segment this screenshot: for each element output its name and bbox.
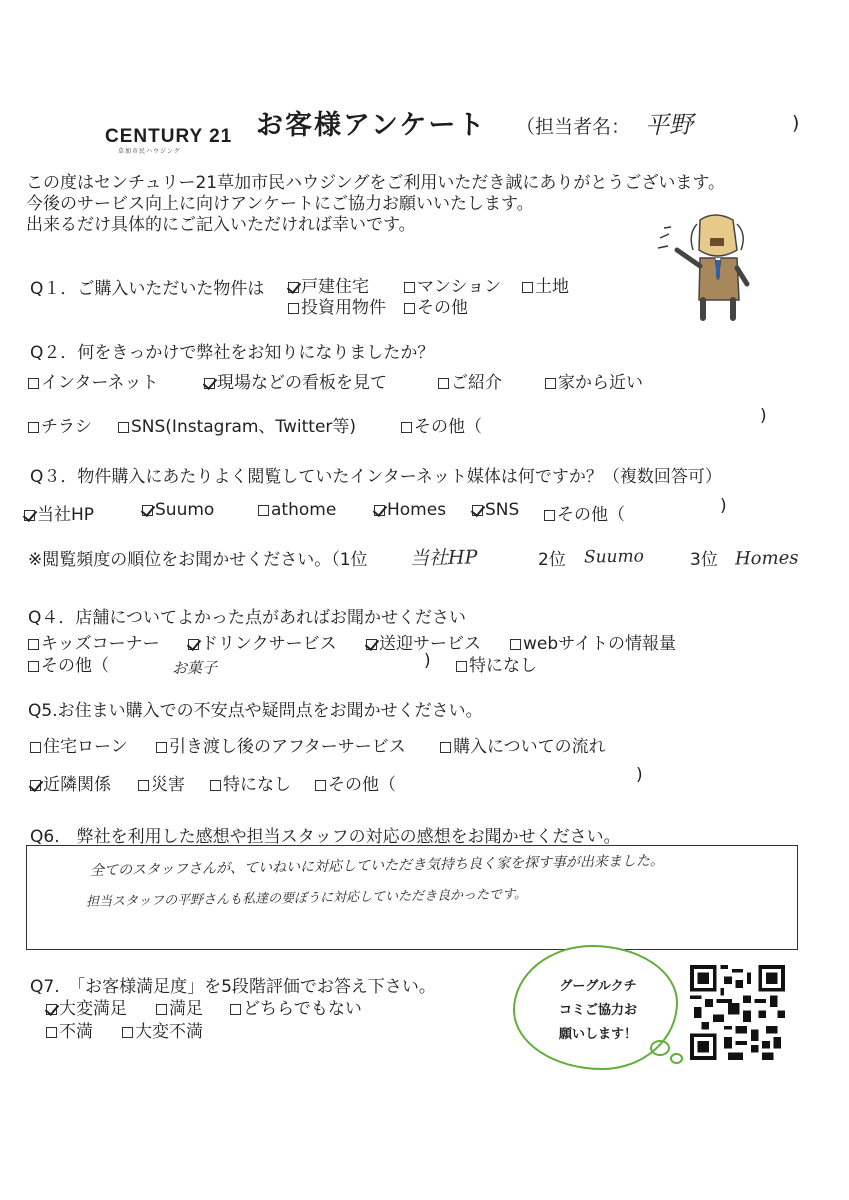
intro-line-3: 出来るだけ具体的にご記入いただければ幸いです。	[26, 215, 416, 235]
checkbox-icon	[545, 378, 556, 389]
checkbox-icon	[366, 639, 377, 650]
checkbox-icon	[122, 1027, 133, 1038]
q1-option-other[interactable]: その他	[404, 293, 468, 318]
q6-answer-line-1: 全てのスタッフさんが、ていねいに対応していただき気持ち良く家を探す事が出来ました。	[89, 852, 665, 880]
q5-close-paren: )	[636, 765, 643, 785]
callout-line-2: コミご協力お	[558, 1003, 637, 1018]
q4-option-website-info[interactable]: webサイトの情報量	[510, 629, 676, 654]
checkbox-icon	[404, 303, 415, 314]
q6-answer-line-2: 担当スタッフの平野さんも私達の要ぼうに対応していただき良かったです。	[85, 887, 528, 910]
q3-option-suumo[interactable]: Suumo	[142, 500, 214, 520]
q3-ranking-prompt: ※閲覧頻度の順位をお聞かせください。（1位	[28, 550, 368, 570]
checkbox-icon	[204, 378, 215, 389]
staff-name: 平野	[644, 110, 694, 140]
intro-line-1: この度はセンチュリー21草加市民ハウジングをご利用いただき誠にありがとうございます。	[26, 173, 725, 193]
q3-rank1-answer: 当社HP	[409, 546, 478, 570]
checkbox-icon	[315, 780, 326, 791]
q2-option-near-home[interactable]: 家から近い	[545, 368, 643, 393]
q5-option-loan[interactable]: 住宅ローン	[30, 732, 128, 757]
checkbox-icon	[142, 505, 153, 516]
q5-option-other[interactable]: その他（	[315, 770, 396, 795]
dog-mascot-icon	[655, 210, 765, 325]
q2-option-internet[interactable]: インターネット	[28, 368, 158, 393]
checkbox-icon	[24, 510, 35, 521]
checkbox-icon	[440, 742, 451, 753]
callout-tail	[670, 1053, 683, 1064]
checkbox-icon	[210, 780, 221, 791]
checkbox-icon	[544, 510, 555, 521]
q5-option-disaster[interactable]: 災害	[138, 770, 185, 795]
checkbox-icon	[188, 639, 199, 650]
checkbox-icon	[230, 1004, 241, 1015]
q5-question: Q5.お住まい購入での不安点や疑問点をお聞かせください。	[28, 701, 483, 721]
staff-label: （担当者名：	[516, 116, 631, 138]
q3-option-homes[interactable]: Homes	[374, 500, 446, 520]
checkbox-icon	[46, 1004, 57, 1015]
company-logo: CENTURY 21	[105, 126, 233, 147]
checkbox-icon	[258, 505, 269, 516]
checkbox-icon	[28, 378, 39, 389]
q7-option-very-dissatisfied[interactable]: 大変不満	[122, 1017, 203, 1042]
checkbox-icon	[438, 378, 449, 389]
checkbox-icon	[28, 639, 39, 650]
q3-option-sns[interactable]: SNS	[472, 500, 519, 520]
q7-option-dissatisfied[interactable]: 不満	[46, 1017, 93, 1042]
q4-option-pickup-service[interactable]: 送迎サービス	[366, 629, 481, 654]
q4-other-answer: お菓子	[171, 658, 218, 678]
checkbox-icon	[401, 422, 412, 433]
q3-option-company-hp[interactable]: 当社HP	[24, 500, 94, 525]
callout-line-3: 願いします！	[558, 1027, 637, 1042]
q4-option-kids-corner[interactable]: キッズコーナー	[28, 629, 160, 654]
q2-close-paren: )	[760, 406, 767, 426]
q2-option-other[interactable]: その他（	[401, 412, 482, 437]
q1-option-land[interactable]: 土地	[522, 272, 569, 297]
checkbox-icon	[156, 1004, 167, 1015]
checkbox-icon	[156, 742, 167, 753]
q1-option-house[interactable]: 戸建住宅	[288, 272, 369, 297]
checkbox-icon	[456, 661, 467, 672]
q3-option-other[interactable]: その他（	[544, 500, 625, 525]
q3-rank2-label: 2位	[538, 550, 566, 570]
q2-option-signboard[interactable]: 現場などの看板を見て	[204, 368, 387, 393]
q3-option-athome[interactable]: athome	[258, 500, 336, 520]
q2-option-referral[interactable]: ご紹介	[438, 368, 502, 393]
checkbox-icon	[46, 1027, 57, 1038]
q5-option-after-service[interactable]: 引き渡し後のアフターサービス	[156, 732, 406, 757]
q3-rank2-answer: Suumo	[583, 546, 645, 568]
callout-tail	[650, 1040, 670, 1056]
checkbox-icon	[404, 282, 415, 293]
q3-rank3-answer: Homes	[734, 547, 799, 570]
q5-option-neighbors[interactable]: 近隣関係	[30, 770, 111, 795]
checkbox-icon	[28, 661, 39, 672]
checkbox-icon	[28, 422, 39, 433]
q1-option-investment[interactable]: 投資用物件	[288, 293, 386, 318]
q1-question: Q１．ご購入いただいた物件は	[30, 279, 265, 299]
q5-option-nothing[interactable]: 特になし	[210, 770, 291, 795]
checkbox-icon	[118, 422, 129, 433]
q3-question: Q３．物件購入にあたりよく閲覧していたインターネット媒体は何ですか？（複数回答可）	[30, 467, 722, 487]
q2-question: Q２．何をきっかけで弊社をお知りになりましたか？	[30, 343, 435, 363]
q4-option-drink-service[interactable]: ドリンクサービス	[188, 629, 337, 654]
q3-close-paren: )	[720, 496, 727, 516]
page-title: お客様アンケート	[256, 110, 487, 141]
q3-rank3-label: 3位	[690, 550, 718, 570]
checkbox-icon	[288, 282, 299, 293]
q4-option-other[interactable]: その他（	[28, 651, 109, 676]
q4-option-nothing[interactable]: 特になし	[456, 651, 537, 676]
callout-line-1: グーグルクチ	[559, 979, 637, 994]
company-logo-subtitle: 草加市民ハウジング	[118, 148, 181, 155]
q2-option-sns[interactable]: SNS(Instagram、Twitter等)	[118, 412, 356, 437]
checkbox-icon	[522, 282, 533, 293]
q4-close-paren: )	[424, 651, 431, 671]
qr-code-icon[interactable]	[690, 965, 785, 1060]
checkbox-icon	[374, 505, 385, 516]
checkbox-icon	[472, 505, 483, 516]
checkbox-icon	[288, 303, 299, 314]
q7-option-satisfied[interactable]: 満足	[156, 994, 203, 1019]
q7-option-neutral[interactable]: どちらでもない	[230, 994, 362, 1019]
checkbox-icon	[138, 780, 149, 791]
intro-line-2: 今後のサービス向上に向けアンケートにご協力お願いいたします。	[26, 194, 534, 214]
checkbox-icon	[30, 780, 41, 791]
q5-option-purchase-flow[interactable]: 購入についての流れ	[440, 732, 606, 757]
q1-option-mansion[interactable]: マンション	[404, 272, 501, 297]
q7-question: Q7. 「お客様満足度」を5段階評価でお答え下さい。	[30, 977, 436, 997]
staff-close-paren: )	[792, 112, 800, 134]
q6-question: Q6. 弊社を利用した感想や担当スタッフの対応の感想をお聞かせください。	[30, 827, 621, 847]
q4-question: Q４．店舗についてよかった点があればお聞かせください	[28, 608, 467, 628]
q2-option-flyer[interactable]: チラシ	[28, 412, 92, 437]
checkbox-icon	[510, 639, 521, 650]
checkbox-icon	[30, 742, 41, 753]
q7-option-very-satisfied[interactable]: 大変満足	[46, 994, 127, 1019]
